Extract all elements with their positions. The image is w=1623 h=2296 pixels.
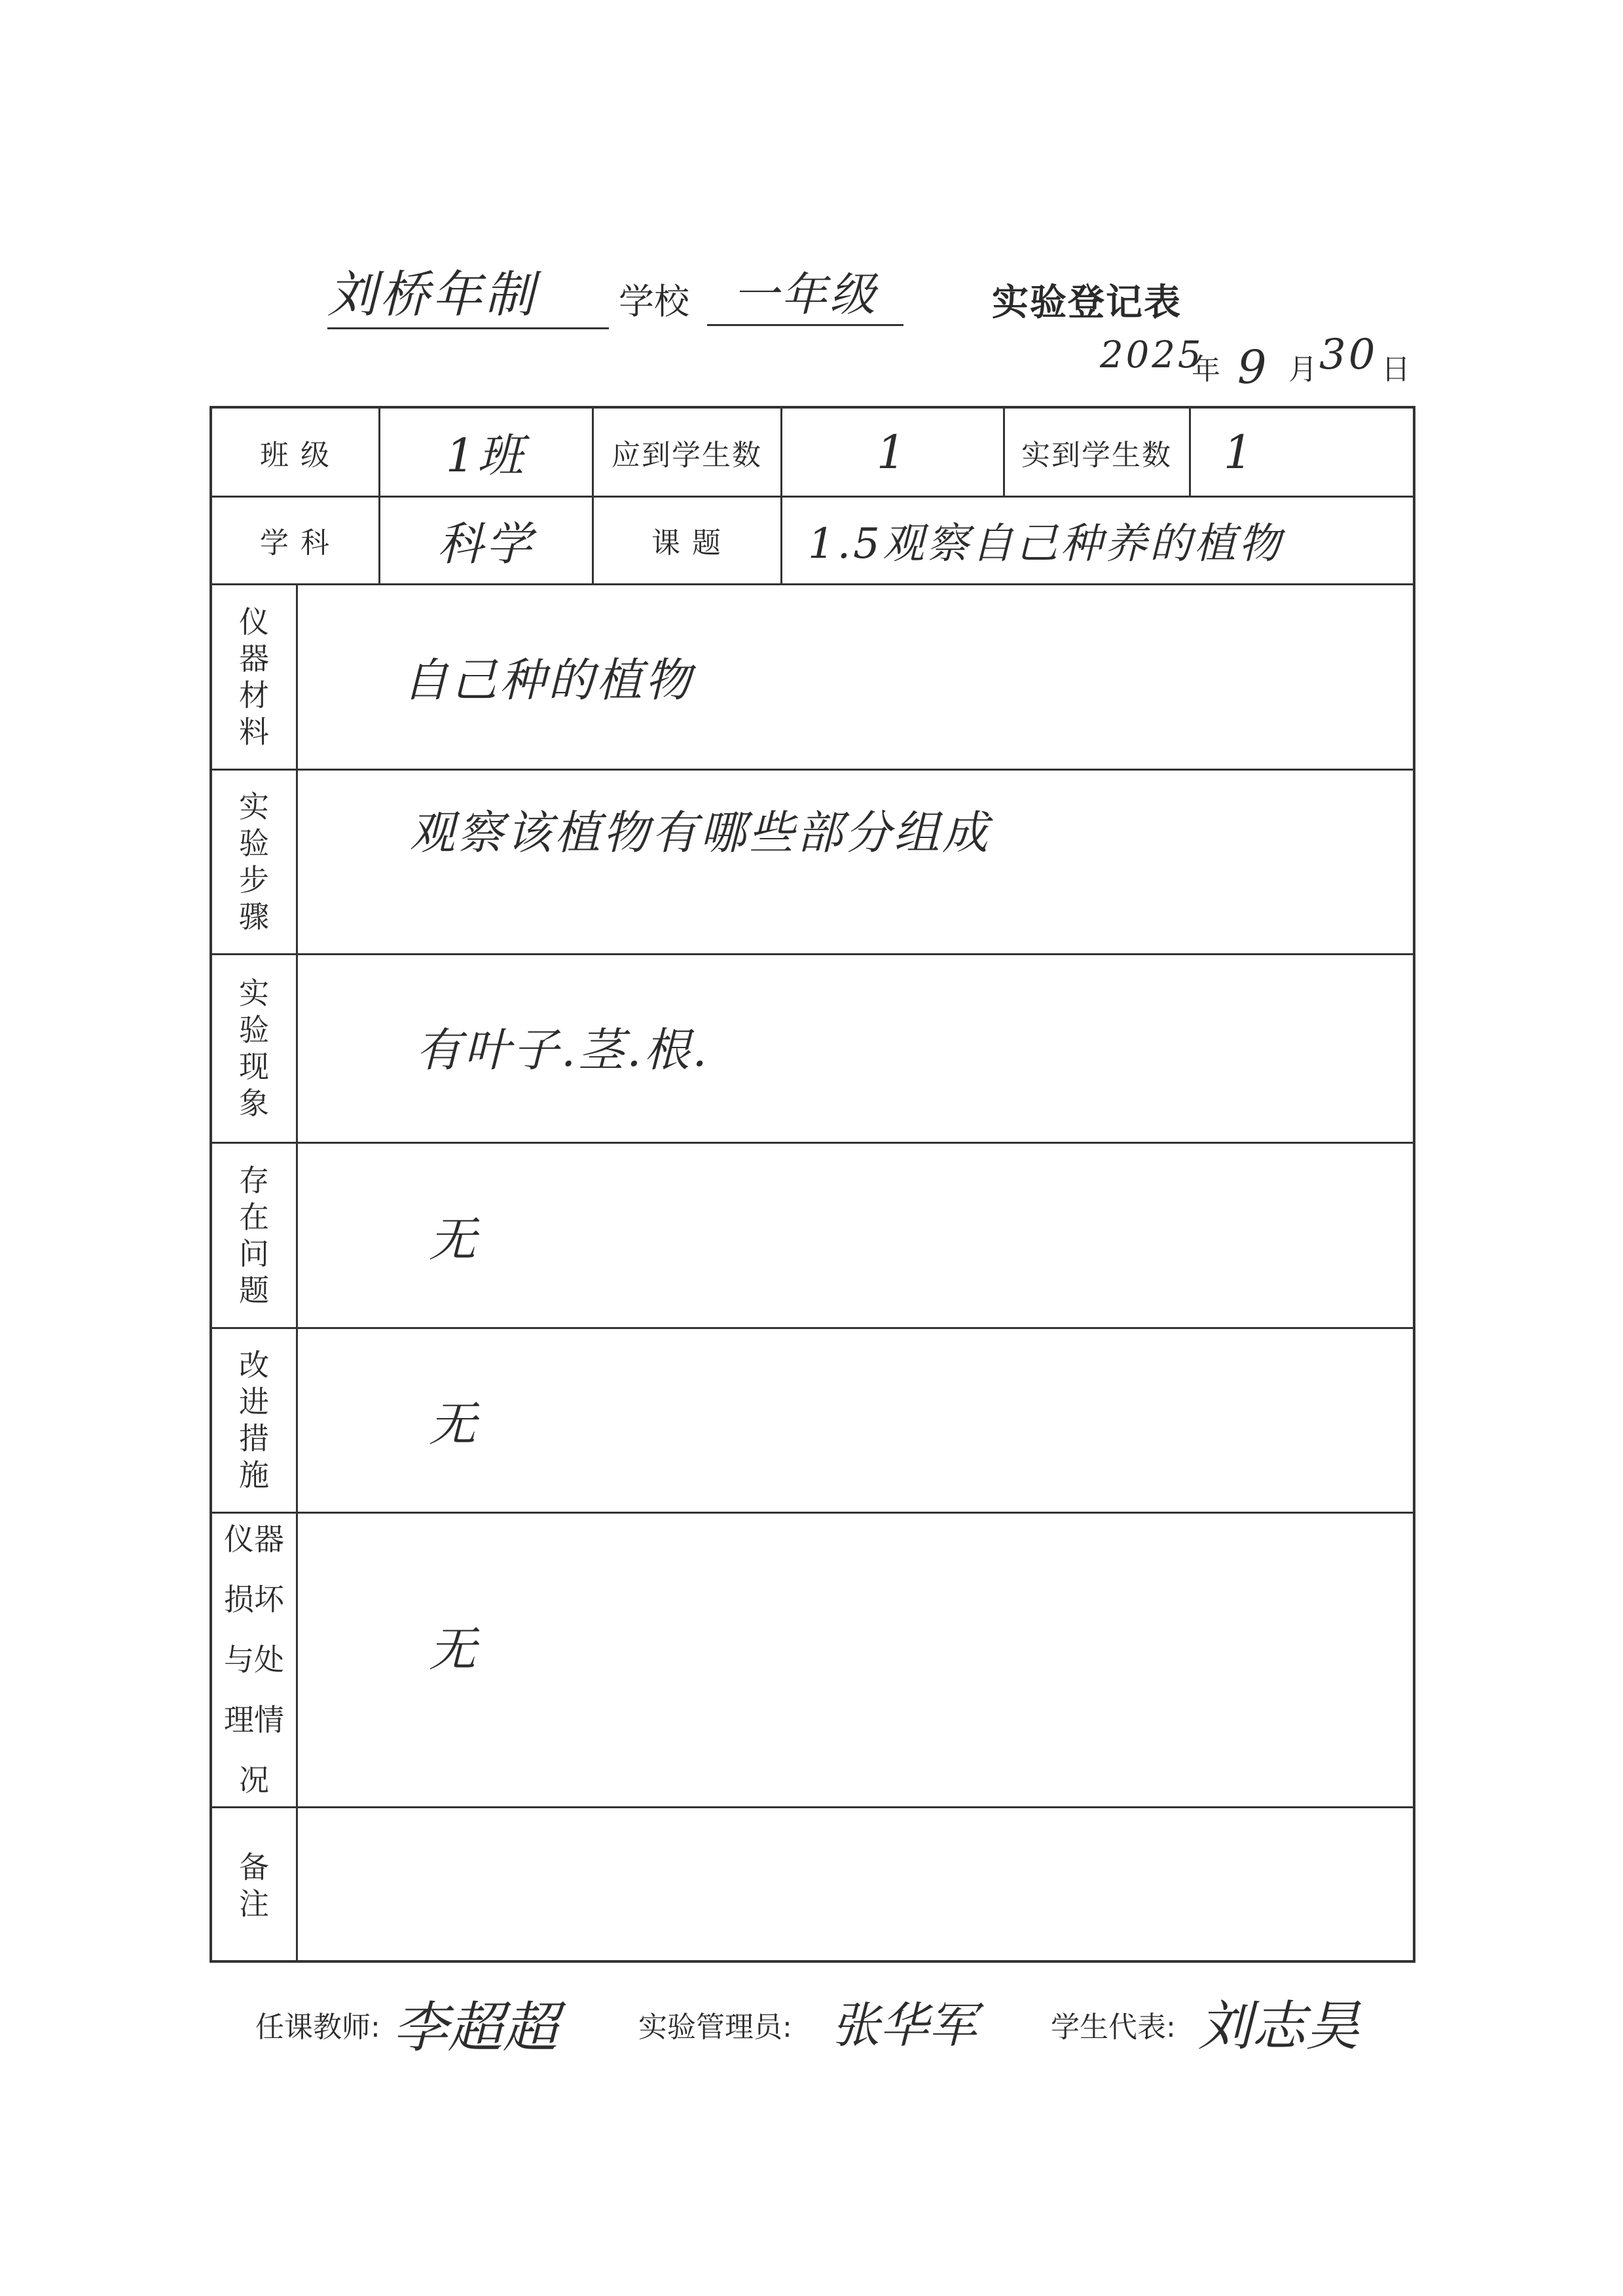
section-label-notes: 备注 xyxy=(239,1849,269,1922)
grade-value: 一年级 xyxy=(707,265,903,326)
expected-students-value: 1 xyxy=(876,425,909,479)
admin-signature: 张华军 xyxy=(831,1997,977,2054)
section-value-phenomena: 有叶子.茎.根. xyxy=(416,1023,710,1077)
section-value-equipment: 自己种的植物 xyxy=(403,653,693,707)
subject-label: 学 科 xyxy=(260,526,331,560)
school-name: 刘桥年制 xyxy=(327,262,609,329)
section-label-phenomena: 实验现象 xyxy=(239,975,269,1121)
topic-value: 1.5观察自己种养的植物 xyxy=(808,520,1283,568)
experiment-record-table xyxy=(210,406,1415,1963)
section-value-notes xyxy=(298,1808,1415,1963)
section-label-damage: 仪器损坏与处理情况 xyxy=(224,1522,284,1798)
section-label-equipment: 仪器材料 xyxy=(239,604,269,750)
subject-value: 科学 xyxy=(437,517,534,571)
class-value: 1班 xyxy=(445,429,526,483)
section-label-problems: 存在问题 xyxy=(239,1162,269,1308)
date-day-label: 日 xyxy=(1381,353,1410,386)
section-value-problems: 无 xyxy=(429,1211,479,1267)
date-year-label: 年 xyxy=(1192,353,1220,386)
expected-students-label: 应到学生数 xyxy=(611,438,762,472)
admin-label: 实验管理员: xyxy=(638,2011,792,2044)
actual-students-label: 实到学生数 xyxy=(1021,438,1172,472)
topic-label: 课 题 xyxy=(651,526,722,560)
section-label-steps: 实验步骤 xyxy=(239,789,269,934)
school-suffix-label: 学校 xyxy=(619,281,689,322)
teacher-signature: 李超超 xyxy=(393,1995,558,2060)
date-month: 9 xyxy=(1237,340,1269,394)
form-title: 实验登记表 xyxy=(992,282,1182,324)
class-label: 班 级 xyxy=(260,438,331,472)
teacher-label: 任课教师: xyxy=(255,2011,380,2044)
date-month-label: 月 xyxy=(1288,353,1317,386)
actual-students-value: 1 xyxy=(1223,425,1256,479)
section-value-improvements: 无 xyxy=(429,1396,479,1451)
student-rep-signature: 刘志昊 xyxy=(1198,1995,1359,2058)
section-value-damage: 无 xyxy=(429,1622,479,1677)
date-year: 2025 xyxy=(1100,334,1204,376)
date-day: 30 xyxy=(1319,331,1378,379)
section-value-steps: 观察该植物有哪些部分组成 xyxy=(409,806,991,860)
student-rep-label: 学生代表: xyxy=(1051,2011,1176,2044)
section-label-improvements: 改进措施 xyxy=(239,1347,269,1493)
